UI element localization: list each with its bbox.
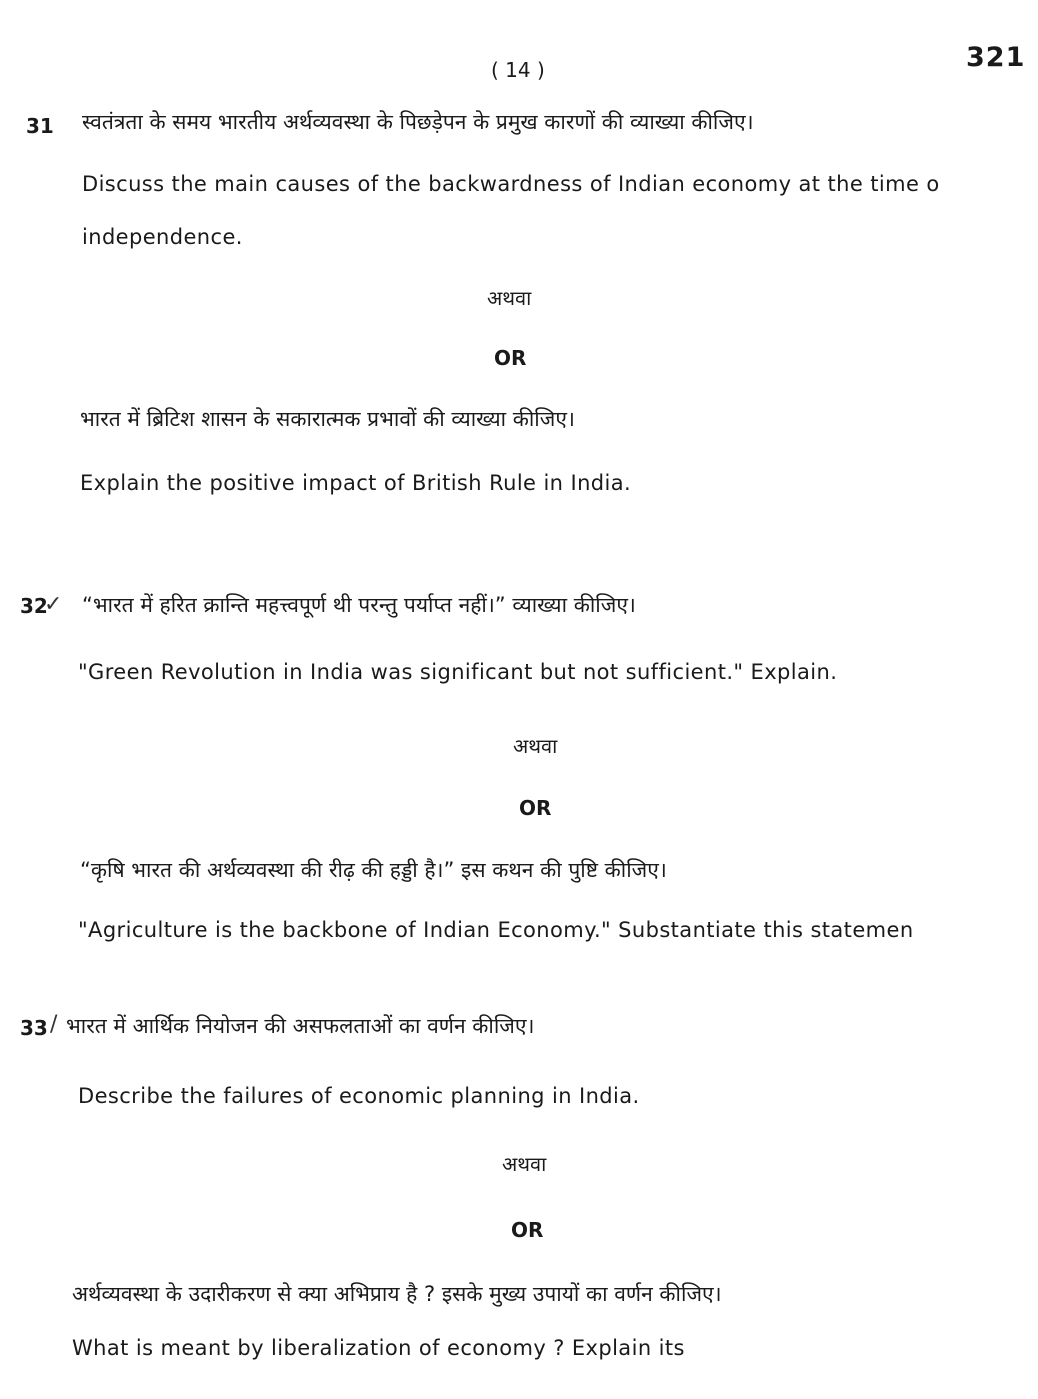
question-33-english: Describe the failures of economic planning in India. <box>78 1084 640 1108</box>
question-31-or-english: OR <box>494 346 527 370</box>
paper-code: 321 <box>966 42 1026 73</box>
question-31-alt-hindi: भारत में ब्रिटिश शासन के सकारात्मक प्रभावों की व्याख्या कीजिए। <box>80 407 575 431</box>
question-33-alt-english: What is meant by liberalization of economy ? Explain its <box>72 1336 685 1360</box>
question-31-or-hindi: अथवा <box>487 286 532 310</box>
question-32-alt-english: "Agriculture is the backbone of Indian Economy." Substantiate this statemen <box>78 918 914 942</box>
question-31-alt-english: Explain the positive impact of British Rule in India. <box>80 471 632 495</box>
question-32-or-hindi: अथवा <box>513 734 558 758</box>
question-32-number: 32 <box>20 594 48 618</box>
question-32-hindi: “भारत में हरित क्रान्ति महत्त्वपूर्ण थी परन्तु पर्याप्त नहीं।” व्याख्या कीजिए। <box>82 593 636 617</box>
question-32-or-english: OR <box>519 796 552 820</box>
tick-mark-icon: ✓ <box>44 592 63 617</box>
question-33-alt-hindi: अर्थव्यवस्था के उदारीकरण से क्या अभिप्राय है ? इसके मुख्य उपायों का वर्णन कीजिए। <box>72 1282 722 1306</box>
question-33-or-hindi: अथवा <box>502 1152 547 1176</box>
question-33-number: 33 <box>20 1016 48 1040</box>
question-32-alt-hindi: “कृषि भारत की अर्थव्यवस्था की रीढ़ की हड्डी है।” इस कथन की पुष्टि कीजिए। <box>80 858 667 882</box>
slash-mark-icon: / <box>50 1012 58 1037</box>
question-33-or-english: OR <box>511 1218 544 1242</box>
question-31-english-line2: independence. <box>82 225 243 249</box>
page-number: ( 14 ) <box>491 58 545 82</box>
question-31-number: 31 <box>26 114 54 138</box>
question-32-english: "Green Revolution in India was significant but not sufficient." Explain. <box>78 660 838 684</box>
question-31-hindi: स्वतंत्रता के समय भारतीय अर्थव्यवस्था के पिछड़ेपन के प्रमुख कारणों की व्याख्या कीजिए। <box>82 110 754 134</box>
question-31-english-line1: Discuss the main causes of the backwardness of Indian economy at the time o <box>82 172 940 196</box>
question-33-hindi: भारत में आर्थिक नियोजन की असफलताओं का वर्णन कीजिए। <box>66 1014 535 1038</box>
